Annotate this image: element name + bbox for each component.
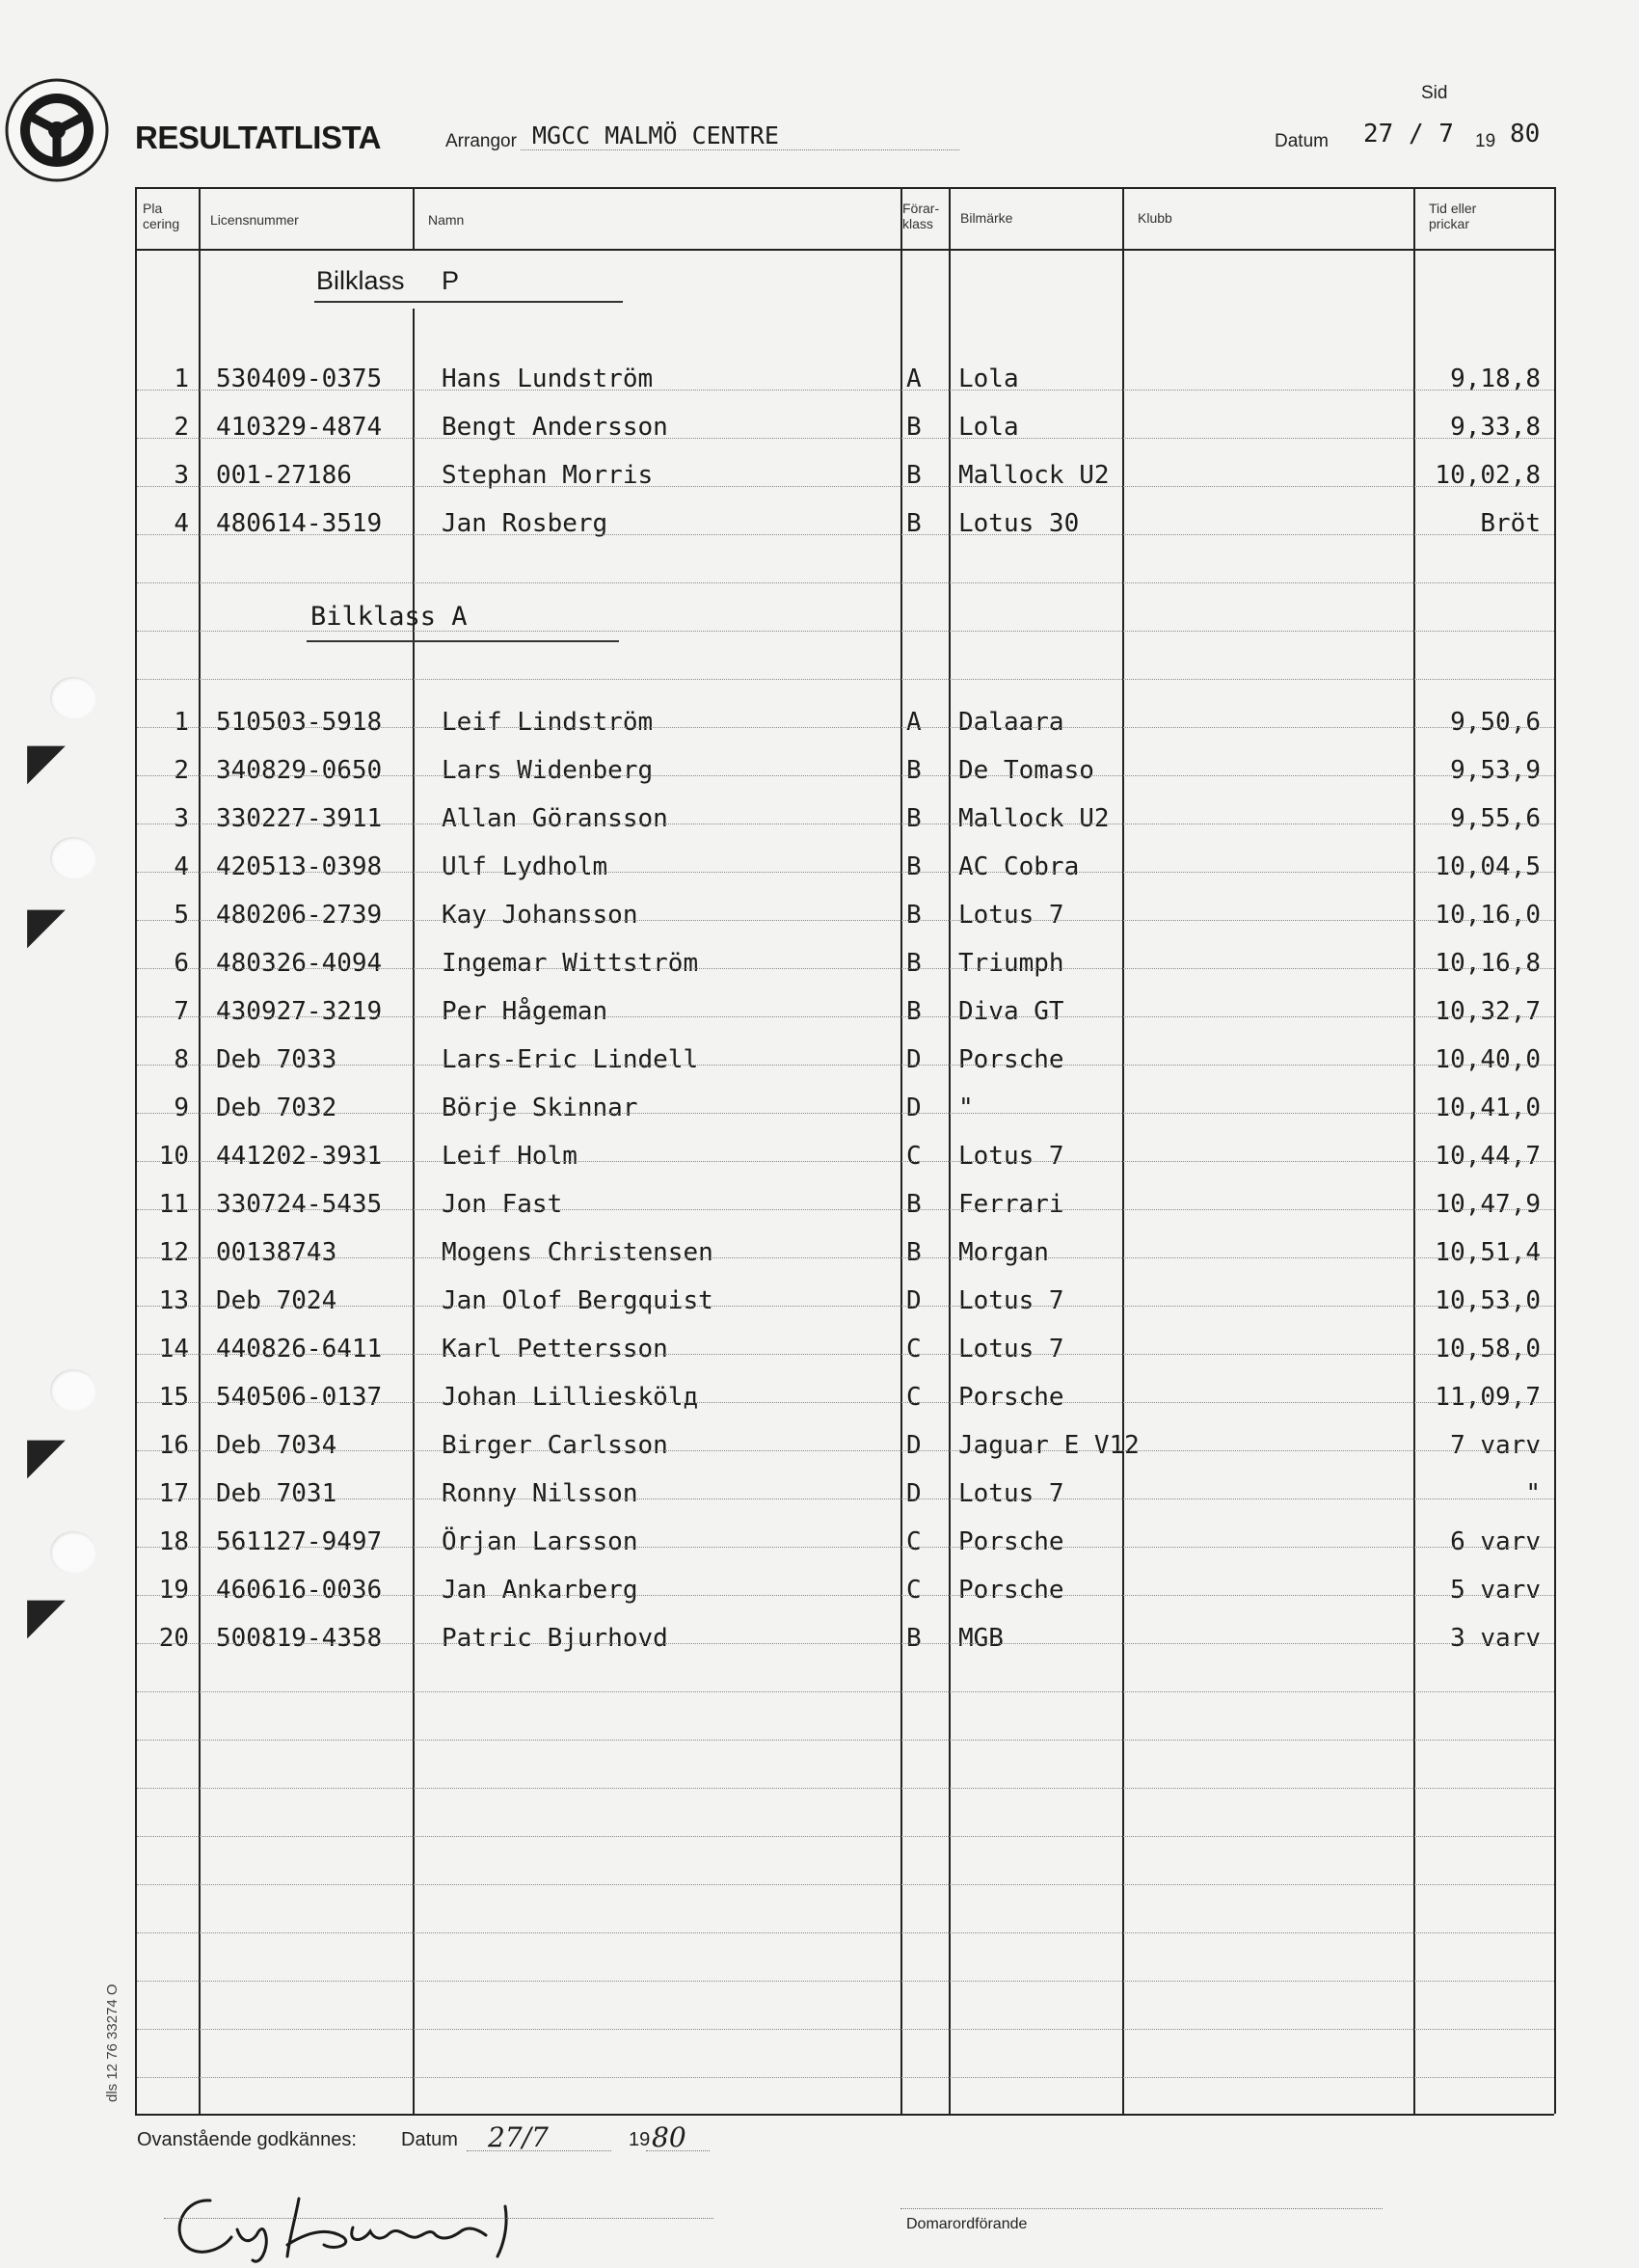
driver-name-cell: Stephan Morris bbox=[442, 461, 654, 490]
placement-cell: 12 bbox=[158, 1238, 189, 1267]
placement-cell: 3 bbox=[174, 461, 189, 490]
sid-label: Sid bbox=[1421, 83, 1448, 103]
car-make-cell: Lola bbox=[958, 413, 1019, 442]
license-cell: 460616-0036 bbox=[216, 1576, 383, 1605]
row-ruling-line bbox=[137, 1402, 1554, 1403]
footer-datum-label: Datum bbox=[401, 2129, 458, 2150]
license-cell: 420513-0398 bbox=[216, 852, 383, 881]
license-cell: 480326-4094 bbox=[216, 949, 383, 978]
domar-dotline bbox=[900, 2208, 1383, 2209]
table-row bbox=[0, 1038, 1639, 1086]
car-make-cell: Ferrari bbox=[958, 1190, 1064, 1219]
placement-cell: 16 bbox=[158, 1431, 189, 1460]
row-ruling-line bbox=[137, 631, 1554, 632]
license-cell: 540506-0137 bbox=[216, 1383, 383, 1412]
license-cell: 430927-3219 bbox=[216, 997, 383, 1026]
footer-datum-value: 27/7 bbox=[488, 2121, 549, 2153]
row-ruling-line bbox=[137, 1740, 1554, 1741]
table-header-border bbox=[135, 249, 1554, 251]
row-ruling-line bbox=[137, 1884, 1554, 1885]
result-cell: Bröt bbox=[1480, 509, 1541, 538]
placement-cell: 6 bbox=[174, 949, 189, 978]
placement-cell: 3 bbox=[174, 804, 189, 833]
car-make-cell: Jaguar E V12 bbox=[958, 1431, 1140, 1460]
col-header-namn: Namn bbox=[428, 212, 465, 228]
car-make-cell: " bbox=[958, 1094, 974, 1122]
row-ruling-line bbox=[137, 1113, 1554, 1114]
placement-cell: 10 bbox=[158, 1142, 189, 1171]
license-cell: Deb 7032 bbox=[216, 1094, 337, 1122]
hook-mark: ◤ bbox=[27, 1427, 66, 1485]
table-row bbox=[0, 1375, 1639, 1423]
result-cell: 10,53,0 bbox=[1435, 1286, 1541, 1315]
table-row bbox=[0, 893, 1639, 941]
driver-class-cell: A bbox=[906, 708, 922, 737]
driver-class-cell: C bbox=[906, 1576, 922, 1605]
row-ruling-line bbox=[137, 1932, 1554, 1933]
result-cell: " bbox=[1525, 1479, 1541, 1508]
table-row bbox=[0, 501, 1639, 550]
year-suffix: 80 bbox=[1510, 120, 1541, 148]
domar-label: Domarordförande bbox=[906, 2216, 1028, 2232]
row-ruling-line bbox=[137, 1788, 1554, 1789]
row-ruling-line bbox=[137, 1306, 1554, 1307]
driver-name-cell: Ronny Nilsson bbox=[442, 1479, 638, 1508]
driver-name-cell: Jan Ankarberg bbox=[442, 1576, 638, 1605]
table-row bbox=[0, 1423, 1639, 1472]
row-ruling-line bbox=[137, 679, 1554, 680]
car-make-cell: Lotus 30 bbox=[958, 509, 1080, 538]
table-row bbox=[0, 357, 1639, 405]
row-ruling-line bbox=[137, 1547, 1554, 1548]
driver-class-cell: D bbox=[906, 1479, 922, 1508]
car-make-cell: Porsche bbox=[958, 1045, 1064, 1074]
driver-name-cell: Allan Göransson bbox=[442, 804, 668, 833]
row-ruling-line bbox=[137, 1981, 1554, 1982]
placement-cell: 19 bbox=[158, 1576, 189, 1605]
result-cell: 10,51,4 bbox=[1435, 1238, 1541, 1267]
row-ruling-line bbox=[137, 1065, 1554, 1066]
row-ruling-line bbox=[137, 1354, 1554, 1355]
driver-class-cell: B bbox=[906, 804, 922, 833]
driver-name-cell: Johan Lillieskölд bbox=[442, 1383, 699, 1412]
arrangor-label: Arrangor bbox=[445, 131, 517, 151]
row-ruling-line bbox=[137, 727, 1554, 728]
license-cell: 440826-6411 bbox=[216, 1335, 383, 1364]
signature-dotline bbox=[164, 2218, 713, 2219]
driver-class-cell: B bbox=[906, 1624, 922, 1653]
result-cell: 10,16,0 bbox=[1435, 901, 1541, 930]
driver-name-cell: Hans Lundström bbox=[442, 364, 654, 393]
driver-class-cell: C bbox=[906, 1527, 922, 1556]
license-cell: 480614-3519 bbox=[216, 509, 383, 538]
driver-class-cell: B bbox=[906, 1190, 922, 1219]
placement-cell: 5 bbox=[174, 901, 189, 930]
driver-class-cell: A bbox=[906, 364, 922, 393]
license-cell: 00138743 bbox=[216, 1238, 337, 1267]
license-cell: Deb 7034 bbox=[216, 1431, 337, 1460]
year-prefix: 19 bbox=[1475, 131, 1496, 151]
car-make-cell: Morgan bbox=[958, 1238, 1049, 1267]
row-ruling-line bbox=[137, 1836, 1554, 1837]
result-cell: 9,50,6 bbox=[1450, 708, 1541, 737]
driver-class-cell: D bbox=[906, 1045, 922, 1074]
result-cell: 9,18,8 bbox=[1450, 364, 1541, 393]
col-divider bbox=[413, 187, 415, 249]
table-row bbox=[0, 1230, 1639, 1279]
approved-label: Ovanstående godkännes: bbox=[137, 2129, 357, 2150]
driver-class-cell: B bbox=[906, 901, 922, 930]
result-cell: 9,53,9 bbox=[1450, 756, 1541, 785]
row-ruling-line bbox=[137, 2077, 1554, 2078]
driver-name-cell: Lars Widenberg bbox=[442, 756, 654, 785]
table-row bbox=[0, 1279, 1639, 1327]
car-make-cell: Lola bbox=[958, 364, 1019, 393]
driver-class-cell: B bbox=[906, 852, 922, 881]
table-row bbox=[0, 405, 1639, 453]
table-row bbox=[0, 796, 1639, 845]
driver-name-cell: Mogens Christensen bbox=[442, 1238, 713, 1267]
row-ruling-line bbox=[137, 775, 1554, 776]
result-cell: 10,40,0 bbox=[1435, 1045, 1541, 1074]
page-title: RESULTATLISTA bbox=[135, 120, 382, 155]
result-cell: 10,02,8 bbox=[1435, 461, 1541, 490]
driver-name-cell: Örjan Larsson bbox=[442, 1527, 638, 1556]
result-cell: 10,47,9 bbox=[1435, 1190, 1541, 1219]
placement-cell: 2 bbox=[174, 413, 189, 442]
table-bottom-border bbox=[135, 2114, 1554, 2116]
driver-class-cell: D bbox=[906, 1094, 922, 1122]
license-cell: 001-27186 bbox=[216, 461, 352, 490]
driver-class-cell: B bbox=[906, 461, 922, 490]
driver-name-cell: Börje Skinnar bbox=[442, 1094, 638, 1122]
row-ruling-line bbox=[137, 1498, 1554, 1499]
license-cell: 510503-5918 bbox=[216, 708, 383, 737]
car-make-cell: MGB bbox=[958, 1624, 1004, 1653]
row-ruling-line bbox=[137, 968, 1554, 969]
driver-class-cell: C bbox=[906, 1335, 922, 1364]
result-cell: 10,44,7 bbox=[1435, 1142, 1541, 1171]
datum-label: Datum bbox=[1275, 131, 1329, 151]
car-make-cell: Diva GT bbox=[958, 997, 1064, 1026]
car-make-cell: AC Cobra bbox=[958, 852, 1080, 881]
table-row bbox=[0, 700, 1639, 748]
license-cell: 500819-4358 bbox=[216, 1624, 383, 1653]
license-cell: Deb 7024 bbox=[216, 1286, 337, 1315]
driver-class-cell: B bbox=[906, 1238, 922, 1267]
placement-cell: 20 bbox=[158, 1624, 189, 1653]
driver-class-cell: C bbox=[906, 1383, 922, 1412]
placement-cell: 13 bbox=[158, 1286, 189, 1315]
placement-cell: 11 bbox=[158, 1190, 189, 1219]
license-cell: 410329-4874 bbox=[216, 413, 383, 442]
placement-cell: 7 bbox=[174, 997, 189, 1026]
placement-cell: 1 bbox=[174, 364, 189, 393]
footer-datum-dotline bbox=[467, 2150, 611, 2151]
placement-cell: 4 bbox=[174, 509, 189, 538]
driver-class-cell: B bbox=[906, 949, 922, 978]
driver-name-cell: Karl Pettersson bbox=[442, 1335, 668, 1364]
col-header-tid: Tid eller prickar bbox=[1429, 201, 1477, 231]
car-make-cell: Porsche bbox=[958, 1383, 1064, 1412]
row-ruling-line bbox=[137, 1691, 1554, 1692]
car-make-cell: Porsche bbox=[958, 1576, 1064, 1605]
table-row bbox=[0, 1134, 1639, 1182]
placement-cell: 2 bbox=[174, 756, 189, 785]
car-make-cell: Mallock U2 bbox=[958, 461, 1110, 490]
result-cell: 9,33,8 bbox=[1450, 413, 1541, 442]
placement-cell: 18 bbox=[158, 1527, 189, 1556]
driver-class-cell: B bbox=[906, 756, 922, 785]
class-p-label: Bilklass bbox=[316, 266, 405, 295]
result-cell: 11,09,7 bbox=[1435, 1383, 1541, 1412]
driver-name-cell: Jan Olof Bergquist bbox=[442, 1286, 713, 1315]
row-ruling-line bbox=[137, 534, 1554, 535]
driver-name-cell: Patric Bjurhovd bbox=[442, 1624, 668, 1653]
driver-name-cell: Bengt Andersson bbox=[442, 413, 668, 442]
driver-class-cell: D bbox=[906, 1431, 922, 1460]
car-make-cell: Lotus 7 bbox=[958, 1479, 1064, 1508]
class-a-underline bbox=[307, 640, 619, 642]
row-ruling-line bbox=[137, 1643, 1554, 1644]
license-cell: 330227-3911 bbox=[216, 804, 383, 833]
driver-name-cell: Ingemar Wittström bbox=[442, 949, 699, 978]
car-make-cell: Mallock U2 bbox=[958, 804, 1110, 833]
table-row bbox=[0, 1472, 1639, 1520]
license-cell: Deb 7031 bbox=[216, 1479, 337, 1508]
car-make-cell: Porsche bbox=[958, 1527, 1064, 1556]
car-make-cell: De Tomaso bbox=[958, 756, 1094, 785]
placement-cell: 8 bbox=[174, 1045, 189, 1074]
row-ruling-line bbox=[137, 390, 1554, 391]
placement-cell: 17 bbox=[158, 1479, 189, 1508]
row-ruling-line bbox=[137, 1257, 1554, 1258]
row-ruling-line bbox=[137, 920, 1554, 921]
table-row bbox=[0, 748, 1639, 796]
arrangor-value: MGCC MALMÖ CENTRE bbox=[532, 122, 779, 149]
result-cell: 10,04,5 bbox=[1435, 852, 1541, 881]
driver-name-cell: Kay Johansson bbox=[442, 901, 638, 930]
arrangor-dotline bbox=[521, 149, 959, 150]
table-row bbox=[0, 989, 1639, 1038]
license-cell: 340829-0650 bbox=[216, 756, 383, 785]
col-header-licensnummer: Licensnummer bbox=[210, 212, 299, 228]
car-make-cell: Lotus 7 bbox=[958, 1286, 1064, 1315]
table-row bbox=[0, 1616, 1639, 1664]
license-cell: 561127-9497 bbox=[216, 1527, 383, 1556]
class-p-underline bbox=[314, 301, 623, 303]
table-row bbox=[0, 453, 1639, 501]
driver-class-cell: D bbox=[906, 1286, 922, 1315]
row-ruling-line bbox=[137, 582, 1554, 583]
driver-name-cell: Jon Fast bbox=[442, 1190, 563, 1219]
license-cell: 530409-0375 bbox=[216, 364, 383, 393]
table-row bbox=[0, 845, 1639, 893]
driver-name-cell: Leif Lindström bbox=[442, 708, 654, 737]
table-row bbox=[0, 941, 1639, 989]
steering-wheel-logo-icon bbox=[4, 77, 110, 183]
datum-value: 27 / 7 bbox=[1363, 120, 1454, 148]
result-cell: 3 varv bbox=[1450, 1624, 1541, 1653]
driver-class-cell: B bbox=[906, 997, 922, 1026]
row-ruling-line bbox=[137, 1016, 1554, 1017]
car-make-cell: Lotus 7 bbox=[958, 1142, 1064, 1171]
col-header-forarklass: Förar- klass bbox=[902, 201, 940, 231]
table-row bbox=[0, 1086, 1639, 1134]
hook-mark: ◤ bbox=[27, 733, 66, 791]
car-make-cell: Lotus 7 bbox=[958, 1335, 1064, 1364]
placement-cell: 15 bbox=[158, 1383, 189, 1412]
row-ruling-line bbox=[137, 1595, 1554, 1596]
driver-name-cell: Per Hågeman bbox=[442, 997, 608, 1026]
result-cell: 10,32,7 bbox=[1435, 997, 1541, 1026]
result-cell: 10,41,0 bbox=[1435, 1094, 1541, 1122]
row-ruling-line bbox=[137, 1209, 1554, 1210]
class-a-title: Bilklass A bbox=[310, 602, 468, 632]
row-ruling-line bbox=[137, 438, 1554, 439]
col-header-klubb: Klubb bbox=[1138, 210, 1172, 226]
driver-class-cell: C bbox=[906, 1142, 922, 1171]
placement-cell: 4 bbox=[174, 852, 189, 881]
result-cell: 5 varv bbox=[1450, 1576, 1541, 1605]
table-row bbox=[0, 1520, 1639, 1568]
table-row bbox=[0, 1327, 1639, 1375]
car-make-cell: Triumph bbox=[958, 949, 1064, 978]
row-ruling-line bbox=[137, 872, 1554, 873]
placement-cell: 1 bbox=[174, 708, 189, 737]
row-ruling-line bbox=[137, 1161, 1554, 1162]
driver-class-cell: B bbox=[906, 413, 922, 442]
row-ruling-line bbox=[137, 1450, 1554, 1451]
result-cell: 7 varv bbox=[1450, 1431, 1541, 1460]
col-header-bilmarke: Bilmärke bbox=[960, 210, 1013, 226]
license-cell: Deb 7033 bbox=[216, 1045, 337, 1074]
driver-name-cell: Birger Carlsson bbox=[442, 1431, 668, 1460]
placement-cell: 14 bbox=[158, 1335, 189, 1364]
car-make-cell: Lotus 7 bbox=[958, 901, 1064, 930]
driver-name-cell: Jan Rosberg bbox=[442, 509, 608, 538]
license-cell: 441202-3931 bbox=[216, 1142, 383, 1171]
hook-mark: ◤ bbox=[27, 897, 66, 955]
class-p-value: P bbox=[442, 266, 460, 295]
car-make-cell: Dalaara bbox=[958, 708, 1064, 737]
result-cell: 10,58,0 bbox=[1435, 1335, 1541, 1364]
driver-name-cell: Leif Holm bbox=[442, 1142, 578, 1171]
driver-name-cell: Lars-Eric Lindell bbox=[442, 1045, 699, 1074]
driver-class-cell: B bbox=[906, 509, 922, 538]
footer-year-prefix: 19 bbox=[629, 2129, 651, 2150]
hook-mark: ◤ bbox=[27, 1587, 66, 1645]
footer-year-dotline bbox=[646, 2150, 710, 2151]
table-row bbox=[0, 1568, 1639, 1616]
form-code: dls 12 76 33274 O bbox=[104, 1984, 121, 2102]
col-header-placering: Pla cering bbox=[143, 201, 180, 231]
row-ruling-line bbox=[137, 486, 1554, 487]
table-top-border bbox=[135, 187, 1554, 189]
license-cell: 480206-2739 bbox=[216, 901, 383, 930]
driver-name-cell: Ulf Lydholm bbox=[442, 852, 608, 881]
footer-year-suffix: 80 bbox=[652, 2121, 686, 2153]
placement-cell: 9 bbox=[174, 1094, 189, 1122]
result-cell: 9,55,6 bbox=[1450, 804, 1541, 833]
result-cell: 10,16,8 bbox=[1435, 949, 1541, 978]
table-row bbox=[0, 1182, 1639, 1230]
row-ruling-line bbox=[137, 2029, 1554, 2030]
license-cell: 330724-5435 bbox=[216, 1190, 383, 1219]
result-cell: 6 varv bbox=[1450, 1527, 1541, 1556]
